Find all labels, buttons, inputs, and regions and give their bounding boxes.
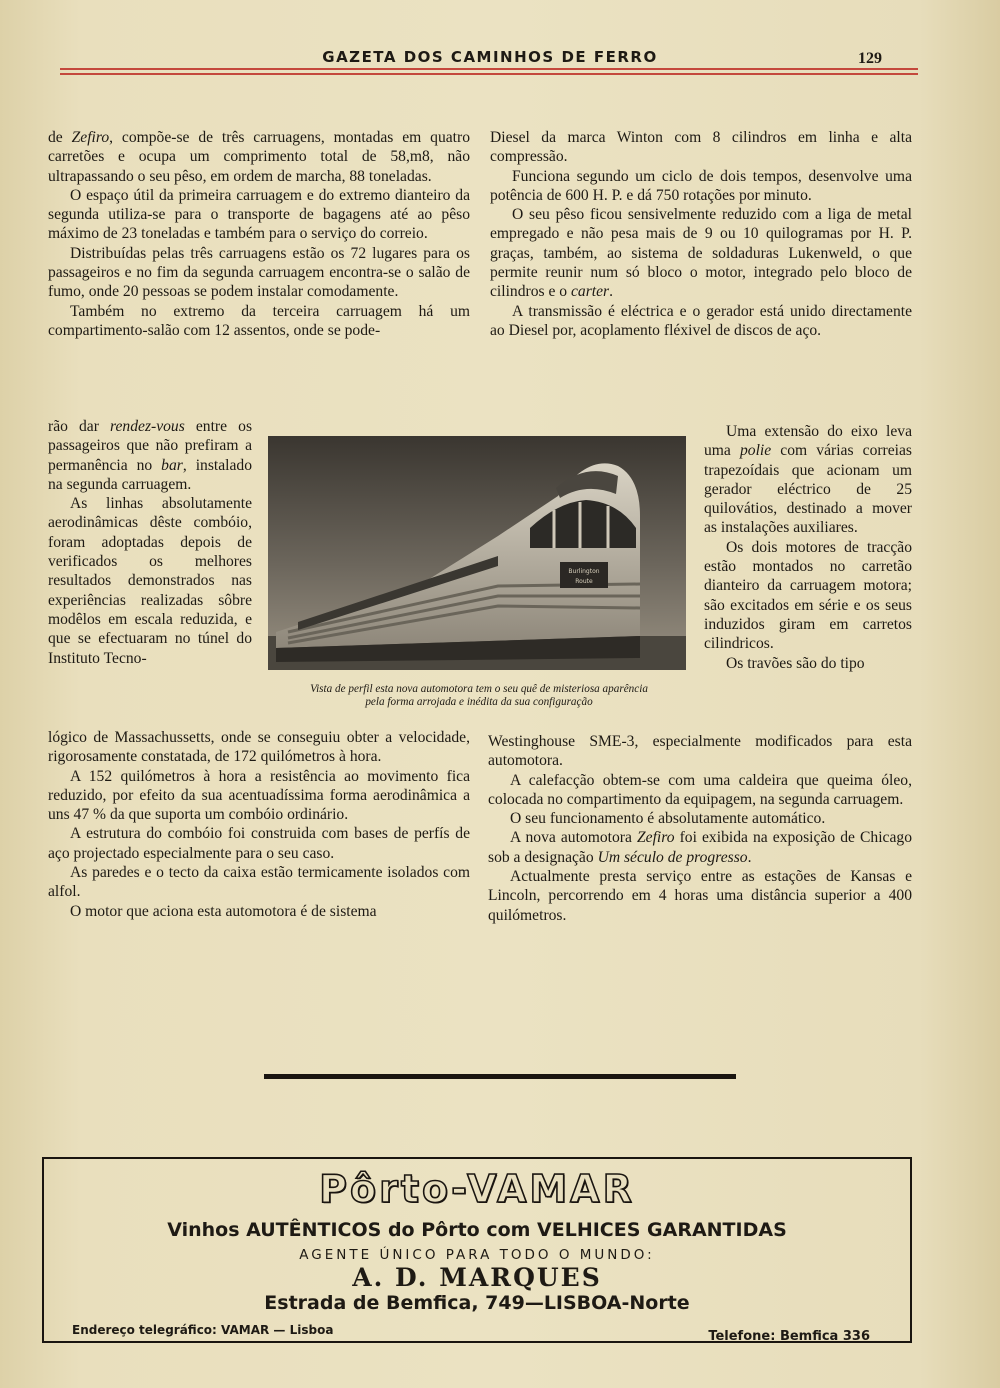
publication-title: GAZETA DOS CAMINHOS DE FERRO <box>322 48 658 66</box>
page-number: 129 <box>858 50 882 67</box>
paragraph: A 152 quilómetros à hora a resistência ao movimento fica reduzido, por efeito da sua acentuadíssima forma aerodinâmica a uns 47 % da que suporta um combóio ordinário. <box>48 767 470 824</box>
left-column-lower <box>48 728 470 921</box>
paragraph: Os travões são do tipo <box>726 654 865 672</box>
right-column-lower <box>488 732 912 925</box>
ad-agent-name: A. D. MARQUES <box>352 1263 602 1292</box>
paragraph: Westinghouse SME-3, especialmente modificados para esta automotora. <box>488 733 912 770</box>
paragraph: O seu funcionamento é absolutamente automático. <box>510 810 826 828</box>
paragraph: Uma extensão do eixo leva uma polie com várias correias trapezoídais que acionam um gerador eléctrico de 25 quilovátios, destinado a mover as instalações auxiliares. <box>704 423 912 537</box>
paragraph: Funciona segundo um ciclo de dois tempos, desenvolve uma potência de 600 H. P. e dá 750 rotações por minuto. <box>490 167 912 204</box>
right-column-upper <box>490 128 912 340</box>
ad-address: Estrada de Bemfica, 749—LISBOA-Norte <box>264 1292 690 1314</box>
paragraph: Distribuídas pelas três carruagens estão os 72 lugares para os passageiros e no fim da segunda carruagem encontra-se o salão de fumo, onde 20 pessoas se podem instalar comodamente. <box>48 244 470 301</box>
paragraph: As linhas absolutamente aerodinâmicas dêste combóio, foram adoptadas depois de verificados os melhores resultados demonstrados nas experiências realizadas sôbre modêlos em escala reduzida, e que se efectuaram no túnel do Instituto Tecno- <box>48 495 252 667</box>
left-column-upper <box>48 128 470 340</box>
nose-sign-line1: Burlington <box>568 568 600 575</box>
train-photo <box>268 436 686 670</box>
paragraph: Também no extremo da terceira carruagem há um compartimento-salão com 12 assentos, onde se pode- <box>48 302 470 339</box>
figure-caption <box>254 683 704 709</box>
paragraph: O motor que aciona esta automotora é de sistema <box>70 902 377 920</box>
right-column-narrow <box>704 422 912 673</box>
section-divider <box>264 1074 736 1079</box>
header-rule-bottom <box>60 73 918 75</box>
caption-line: pela forma arrojada e inédita da sua configuração <box>365 696 593 708</box>
ad-phone: Telefone: Bemfica 336 <box>708 1329 870 1344</box>
left-column-narrow <box>48 417 252 668</box>
header-rule-top <box>60 68 918 70</box>
paragraph: O seu pêso ficou sensivelmente reduzido com a liga de metal empregado e não pesa mais de 9 ou 10 quilogramas por H. P. graças, também, ao sistema de soldaduras Lukenweld, o que permite reunir num só bloco o motor, integrado pelo bloco de cilindros e o carter. <box>490 206 912 301</box>
caption-line: Vista de perfil esta nova automotora tem o seu quê de misteriosa aparência <box>310 683 648 695</box>
paragraph: A nova automotora Zefiro foi exibida na exposição de Chicago sob a designação Um século de progresso. <box>488 829 912 866</box>
paragraph: Actualmente presta serviço entre as estações de Kansas e Lincoln, percorrendo em 4 horas uma distância superior a 400 quilómetros. <box>488 868 912 924</box>
paragraph: A estrutura do combóio foi construida com bases de perfís de aço projectado especialmente para o seu caso. <box>48 825 470 862</box>
nose-sign-line2: Route <box>575 578 593 585</box>
advertisement-box <box>42 1157 912 1343</box>
paragraph: A transmissão é eléctrica e o gerador está unido directamente ao Diesel por, acoplamento fléxivel de discos de aço. <box>490 302 912 339</box>
ad-telegraph: Endereço telegráfico: VAMAR — Lisboa <box>72 1323 334 1337</box>
paragraph: O espaço útil da primeira carruagem e do extremo dianteiro da segunda utiliza-se para o transporte de bagagens até ao pêso máximo de 23 toneladas e também para o serviço do correio. <box>48 186 470 243</box>
streamlined-train-icon <box>268 436 686 670</box>
paragraph: de Zefiro, compõe-se de três carruagens, montadas em quatro carretões e ocupa um comprimento total de 58,m8, não ultrapassando o seu pêso, em ordem de marcha, 88 toneladas. <box>48 129 470 185</box>
paragraph: Diesel da marca Winton com 8 cilindros em linha e alta compressão. <box>490 129 912 166</box>
ad-agent-line: AGENTE ÚNICO PARA TODO O MUNDO: <box>299 1247 655 1263</box>
paragraph: lógico de Massachussetts, onde se conseguiu obter a velocidade, rigorosamente constatada, de 172 quilómetros à hora. <box>48 729 470 766</box>
paragraph: rão dar rendez-vous entre os passageiros que não prefiram a permanência no bar, instalado na segunda carruagem. <box>48 418 253 493</box>
paragraph: Os dois motores de tracção estão montados no carretão dianteiro da carruagem motora; são excitados em série e os seus induzidos giram em carretos cilindricos. <box>704 538 912 653</box>
paragraph: A calefacção obtem-se com uma caldeira que queima óleo, colocada no compartimento da equipagem, na segunda carruagem. <box>488 771 912 808</box>
paragraph: As paredes e o tecto da caixa estão termicamente isolados com alfol. <box>48 864 470 901</box>
ad-title: Pôrto-VAMAR <box>319 1167 635 1211</box>
ad-tagline: Vinhos AUTÊNTICOS do Pôrto com VELHICES GARANTIDAS <box>167 1219 787 1241</box>
